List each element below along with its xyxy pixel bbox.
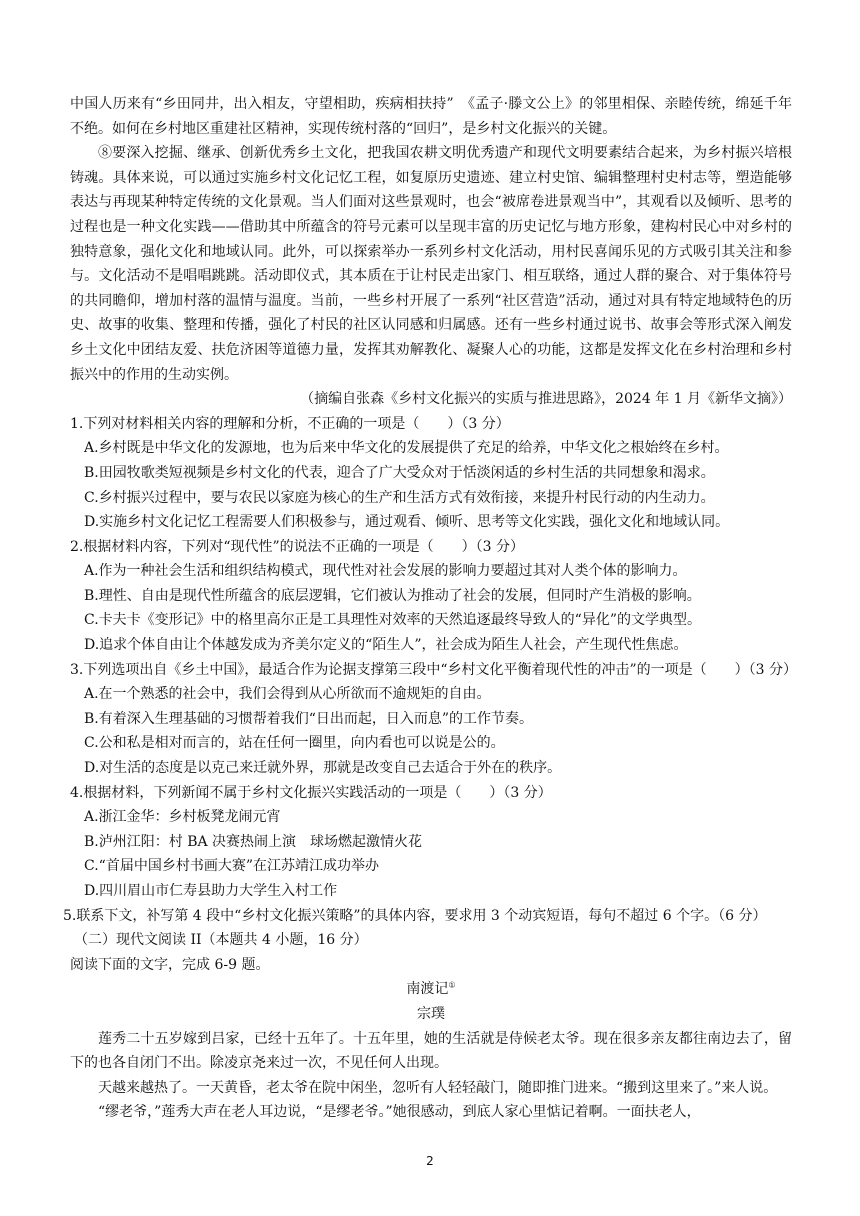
- article-paragraph-1: 中国人历来有“乡田同井，出入相友，守望相助，疾病相扶持” 《孟子·滕文公上》的邻里相保、亲睦传统，绵延千年不绝。如何在乡村地区重建社区精神，实现传统村落的“回归”，是乡村文化振兴的关键。: [70, 96, 792, 137]
- option-b: B.有着深入生理基础的习惯帮着我们“日出而起，日入而息”的工作节奏。: [84, 710, 534, 727]
- story-paragraph: 天越来越热了。一天黄昏，老太爷在院中闲坐，忽听有人轻轻敲门，随即推门进来。“搬到这里来了。”来人说。: [98, 1079, 778, 1096]
- article-source: （摘编自张森《乡村文化振兴的实质与推进思路》，2024 年 1 月《新华文摘》）: [300, 391, 792, 408]
- option-b: B.理性、自由是现代性所蕴含的底层逻辑，它们被认为推动了社会的发展，但同时产生消极的影响。: [84, 587, 701, 604]
- page-number: 2: [426, 1154, 434, 1168]
- option-a: A.在一个熟悉的社会中，我们会得到从心所欲而不逾规矩的自由。: [84, 686, 491, 703]
- option-a: A.乡村既是中华文化的发源地，也为后来中华文化的发展提供了充足的给养，中华文化之根始终在乡村。: [84, 440, 729, 457]
- option-a: A.浙江金华：乡村板凳龙闹元宵: [84, 809, 281, 826]
- question-4: [70, 781, 792, 904]
- option-a: A.作为一种社会生活和组织结构模式，现代性对社会发展的影响力要超过其对人类个体的影响力。: [84, 563, 687, 580]
- section-heading: （二）现代文阅读 II（本题共 4 小题，16 分）: [74, 932, 368, 949]
- question-stem: 5.联系下文，补写第 4 段中“乡村文化振兴策略”的具体内容，要求用 3 个动宾短语，每句不超过 6 个字。（6 分）: [63, 907, 767, 924]
- story-title-text: 南渡记: [406, 981, 449, 998]
- question-stem: 1.下列对材料相关内容的理解和分析，不正确的一项是（ ）（3 分）: [70, 415, 510, 432]
- page-content: [63, 92, 798, 1125]
- question-2: [70, 535, 792, 658]
- story-paragraph: “缪老爷，”莲秀大声在老人耳边说，“是缪老爷。”她很感动，到底人家心里惦记着啊。一面扶老人，: [98, 1104, 701, 1121]
- option-b: B.田园牧歌类短视频是乡村文化的代表，迎合了广大受众对于恬淡闲适的乡村生活的共同想象和渴求。: [84, 464, 715, 481]
- reading-instruction: 阅读下面的文字，完成 6-9 题。: [70, 956, 270, 973]
- question-1: [70, 412, 792, 535]
- story-title: [70, 977, 792, 1002]
- option-d: D.追求个体自由让个体越发成为齐美尔定义的“陌生人”，社会成为陌生人社会，产生现代性焦虑。: [84, 637, 688, 654]
- article-paragraph-2: ⑧要深入挖掘、继承、创新优秀乡土文化，把我国农耕文明优秀遗产和现代文明要素结合起来，为乡村振兴培根铸魂。具体来说，可以通过实施乡村文化记忆工程，如复原历史遗迹、建立村史馆、编辑整理村史村志等，塑造能够表达与再现某种特定传统的文化景观。当人们面对这些景观时，也会“被席卷进景观当中”，其观看以及倾听、思考的过程也是一种文化实践——借助其中所蕴含的符号元素可以呈现丰富的历史记忆与地方形象，建构村民心中对乡村的独特意象，强化文化和地域认同。此外，可以探索举办一系列乡村文化活动，用村民喜闻乐见的方式吸引其关注和参与。文化活动不是唱唱跳跳。活动即仪式，其本质在于让村民走出家门、相互联络，通过人群的聚合、对于集体符号的共同瞻仰，增加村落的温情与温度。当前，一些乡村开展了一系列“社区营造”活动，通过对具有特定地域特色的历史、故事的收集、整理和传播，强化了村民的社区认同感和归属感。还有一些乡村通过说书、故事会等形式深入阐发乡土文化中团结友爱、扶危济困等道德力量，发挥其劝解教化、凝聚人心的功能，这都是发挥文化在乡村治理和乡村振兴中的作用的生动实例。: [70, 145, 792, 383]
- story-author: 宗璞: [417, 1005, 445, 1022]
- story-paragraph: 莲秀二十五岁嫁到吕家，已经十五年了。十五年里，她的生活就是侍候老太爷。现在很多亲友都往南边去了，留下的也各自闭门不出。除凌京尧来过一次，不见任何人出现。: [70, 1030, 792, 1072]
- option-b: B.泸州江阳：村 BA 决赛热闹上演 球场燃起激情火花: [84, 833, 423, 850]
- option-c: C.卡夫卡《变形记》中的格里高尔正是工具理性对效率的天然追逐最终导致人的“异化”的文学典型。: [84, 612, 701, 629]
- option-d: D.对生活的态度是以克己来迁就外界，那就是改变自己去适合于外在的秩序。: [84, 760, 562, 777]
- option-c: C.乡村振兴过程中，要与农民以家庭为核心的生产和生活方式有效衔接，来提升村民行动的内生动力。: [84, 489, 715, 506]
- question-5: [63, 904, 792, 929]
- option-d: D.实施乡村文化记忆工程需要人们积极参与，通过观看、倾听、思考等文化实践，强化文化和地域认同。: [84, 514, 730, 531]
- footnote-marker: ①: [448, 980, 456, 990]
- question-stem: 4.根据材料，下列新闻不属于乡村文化振兴实践活动的一项是（ ）（3 分）: [70, 784, 552, 801]
- question-3: [70, 658, 798, 781]
- question-stem: 2.根据材料内容，下列对“现代性”的说法不正确的一项是（ ）（3 分）: [70, 538, 525, 555]
- option-c: C.公和私是相对而言的，站在任何一圈里，向内看也可以说是公的。: [84, 735, 505, 752]
- option-d: D.四川眉山市仁寿县助力大学生入村工作: [84, 883, 338, 899]
- question-stem: 3.下列选项出自《乡土中国》，最适合作为论据支撑第三段中“乡村文化平衡着现代性的冲击”的一项是（ ）（3 分）: [70, 661, 798, 678]
- option-c: C.“首届中国乡村书画大赛”在江苏靖江成功举办: [84, 858, 379, 875]
